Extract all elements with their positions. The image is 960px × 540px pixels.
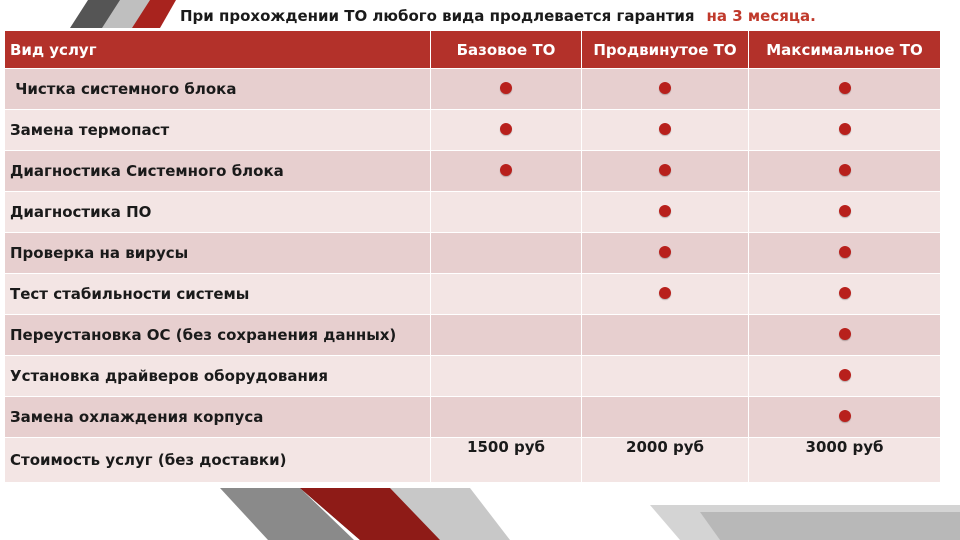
cell-advanced xyxy=(582,315,749,356)
included-dot-icon xyxy=(839,82,851,94)
price-label: Стоимость услуг (без доставки) xyxy=(5,438,431,483)
cell-advanced xyxy=(582,69,749,110)
service-name: Замена охлаждения корпуса xyxy=(5,397,431,438)
service-name: Переустановка ОС (без сохранения данных) xyxy=(5,315,431,356)
column-header-maximum: Максимальное ТО xyxy=(749,31,941,69)
included-dot-icon xyxy=(659,246,671,258)
service-name: Диагностика ПО xyxy=(5,192,431,233)
cell-advanced xyxy=(582,151,749,192)
included-dot-icon xyxy=(500,123,512,135)
cell-maximum xyxy=(749,274,941,315)
service-name: Замена термопаст xyxy=(5,110,431,151)
included-dot-icon xyxy=(659,82,671,94)
price-basic: 1500 руб xyxy=(431,438,582,483)
warranty-heading-text: При прохождении ТО любого вида продлевается гарантия xyxy=(180,7,695,25)
included-dot-icon xyxy=(500,164,512,176)
included-dot-icon xyxy=(659,205,671,217)
cell-advanced xyxy=(582,110,749,151)
service-name: Установка драйверов оборудования xyxy=(5,356,431,397)
included-dot-icon xyxy=(659,123,671,135)
cell-advanced xyxy=(582,356,749,397)
cell-maximum xyxy=(749,110,941,151)
table-row xyxy=(5,110,941,151)
cell-basic xyxy=(431,397,582,438)
price-row xyxy=(5,438,941,483)
cell-maximum xyxy=(749,69,941,110)
cell-maximum xyxy=(749,233,941,274)
included-dot-icon xyxy=(839,246,851,258)
included-dot-icon xyxy=(659,164,671,176)
service-name: Диагностика Системного блока xyxy=(5,151,431,192)
cell-basic xyxy=(431,356,582,397)
included-dot-icon xyxy=(839,123,851,135)
table-row xyxy=(5,69,941,110)
cell-maximum xyxy=(749,151,941,192)
cell-basic xyxy=(431,274,582,315)
column-header-service: Вид услуг xyxy=(5,31,431,69)
included-dot-icon xyxy=(659,287,671,299)
cell-basic xyxy=(431,315,582,356)
column-header-basic: Базовое ТО xyxy=(431,31,582,69)
cell-maximum xyxy=(749,315,941,356)
cell-advanced xyxy=(582,233,749,274)
table-row xyxy=(5,315,941,356)
cell-advanced xyxy=(582,397,749,438)
warranty-heading xyxy=(180,4,816,28)
included-dot-icon xyxy=(839,410,851,422)
cell-maximum xyxy=(749,192,941,233)
included-dot-icon xyxy=(839,369,851,381)
cell-basic xyxy=(431,110,582,151)
table-row xyxy=(5,233,941,274)
warranty-heading-accent: на 3 месяца. xyxy=(706,7,816,25)
table-row xyxy=(5,274,941,315)
table-row xyxy=(5,192,941,233)
table-row xyxy=(5,151,941,192)
services-table xyxy=(4,30,941,483)
cell-maximum xyxy=(749,356,941,397)
cell-advanced xyxy=(582,274,749,315)
cell-basic xyxy=(431,233,582,274)
cell-basic xyxy=(431,192,582,233)
included-dot-icon xyxy=(839,164,851,176)
table-row xyxy=(5,397,941,438)
included-dot-icon xyxy=(839,328,851,340)
table-header-row xyxy=(5,31,941,69)
service-name: Проверка на вирусы xyxy=(5,233,431,274)
price-maximum: 3000 руб xyxy=(749,438,941,483)
cell-advanced xyxy=(582,192,749,233)
service-name: Тест стабильности системы xyxy=(5,274,431,315)
price-advanced: 2000 руб xyxy=(582,438,749,483)
included-dot-icon xyxy=(839,287,851,299)
service-name: Чистка системного блока xyxy=(5,69,431,110)
cell-maximum xyxy=(749,397,941,438)
included-dot-icon xyxy=(500,82,512,94)
table-body xyxy=(5,69,941,483)
column-header-advanced: Продвинутое ТО xyxy=(582,31,749,69)
table-row xyxy=(5,356,941,397)
cell-basic xyxy=(431,151,582,192)
cell-basic xyxy=(431,69,582,110)
included-dot-icon xyxy=(839,205,851,217)
